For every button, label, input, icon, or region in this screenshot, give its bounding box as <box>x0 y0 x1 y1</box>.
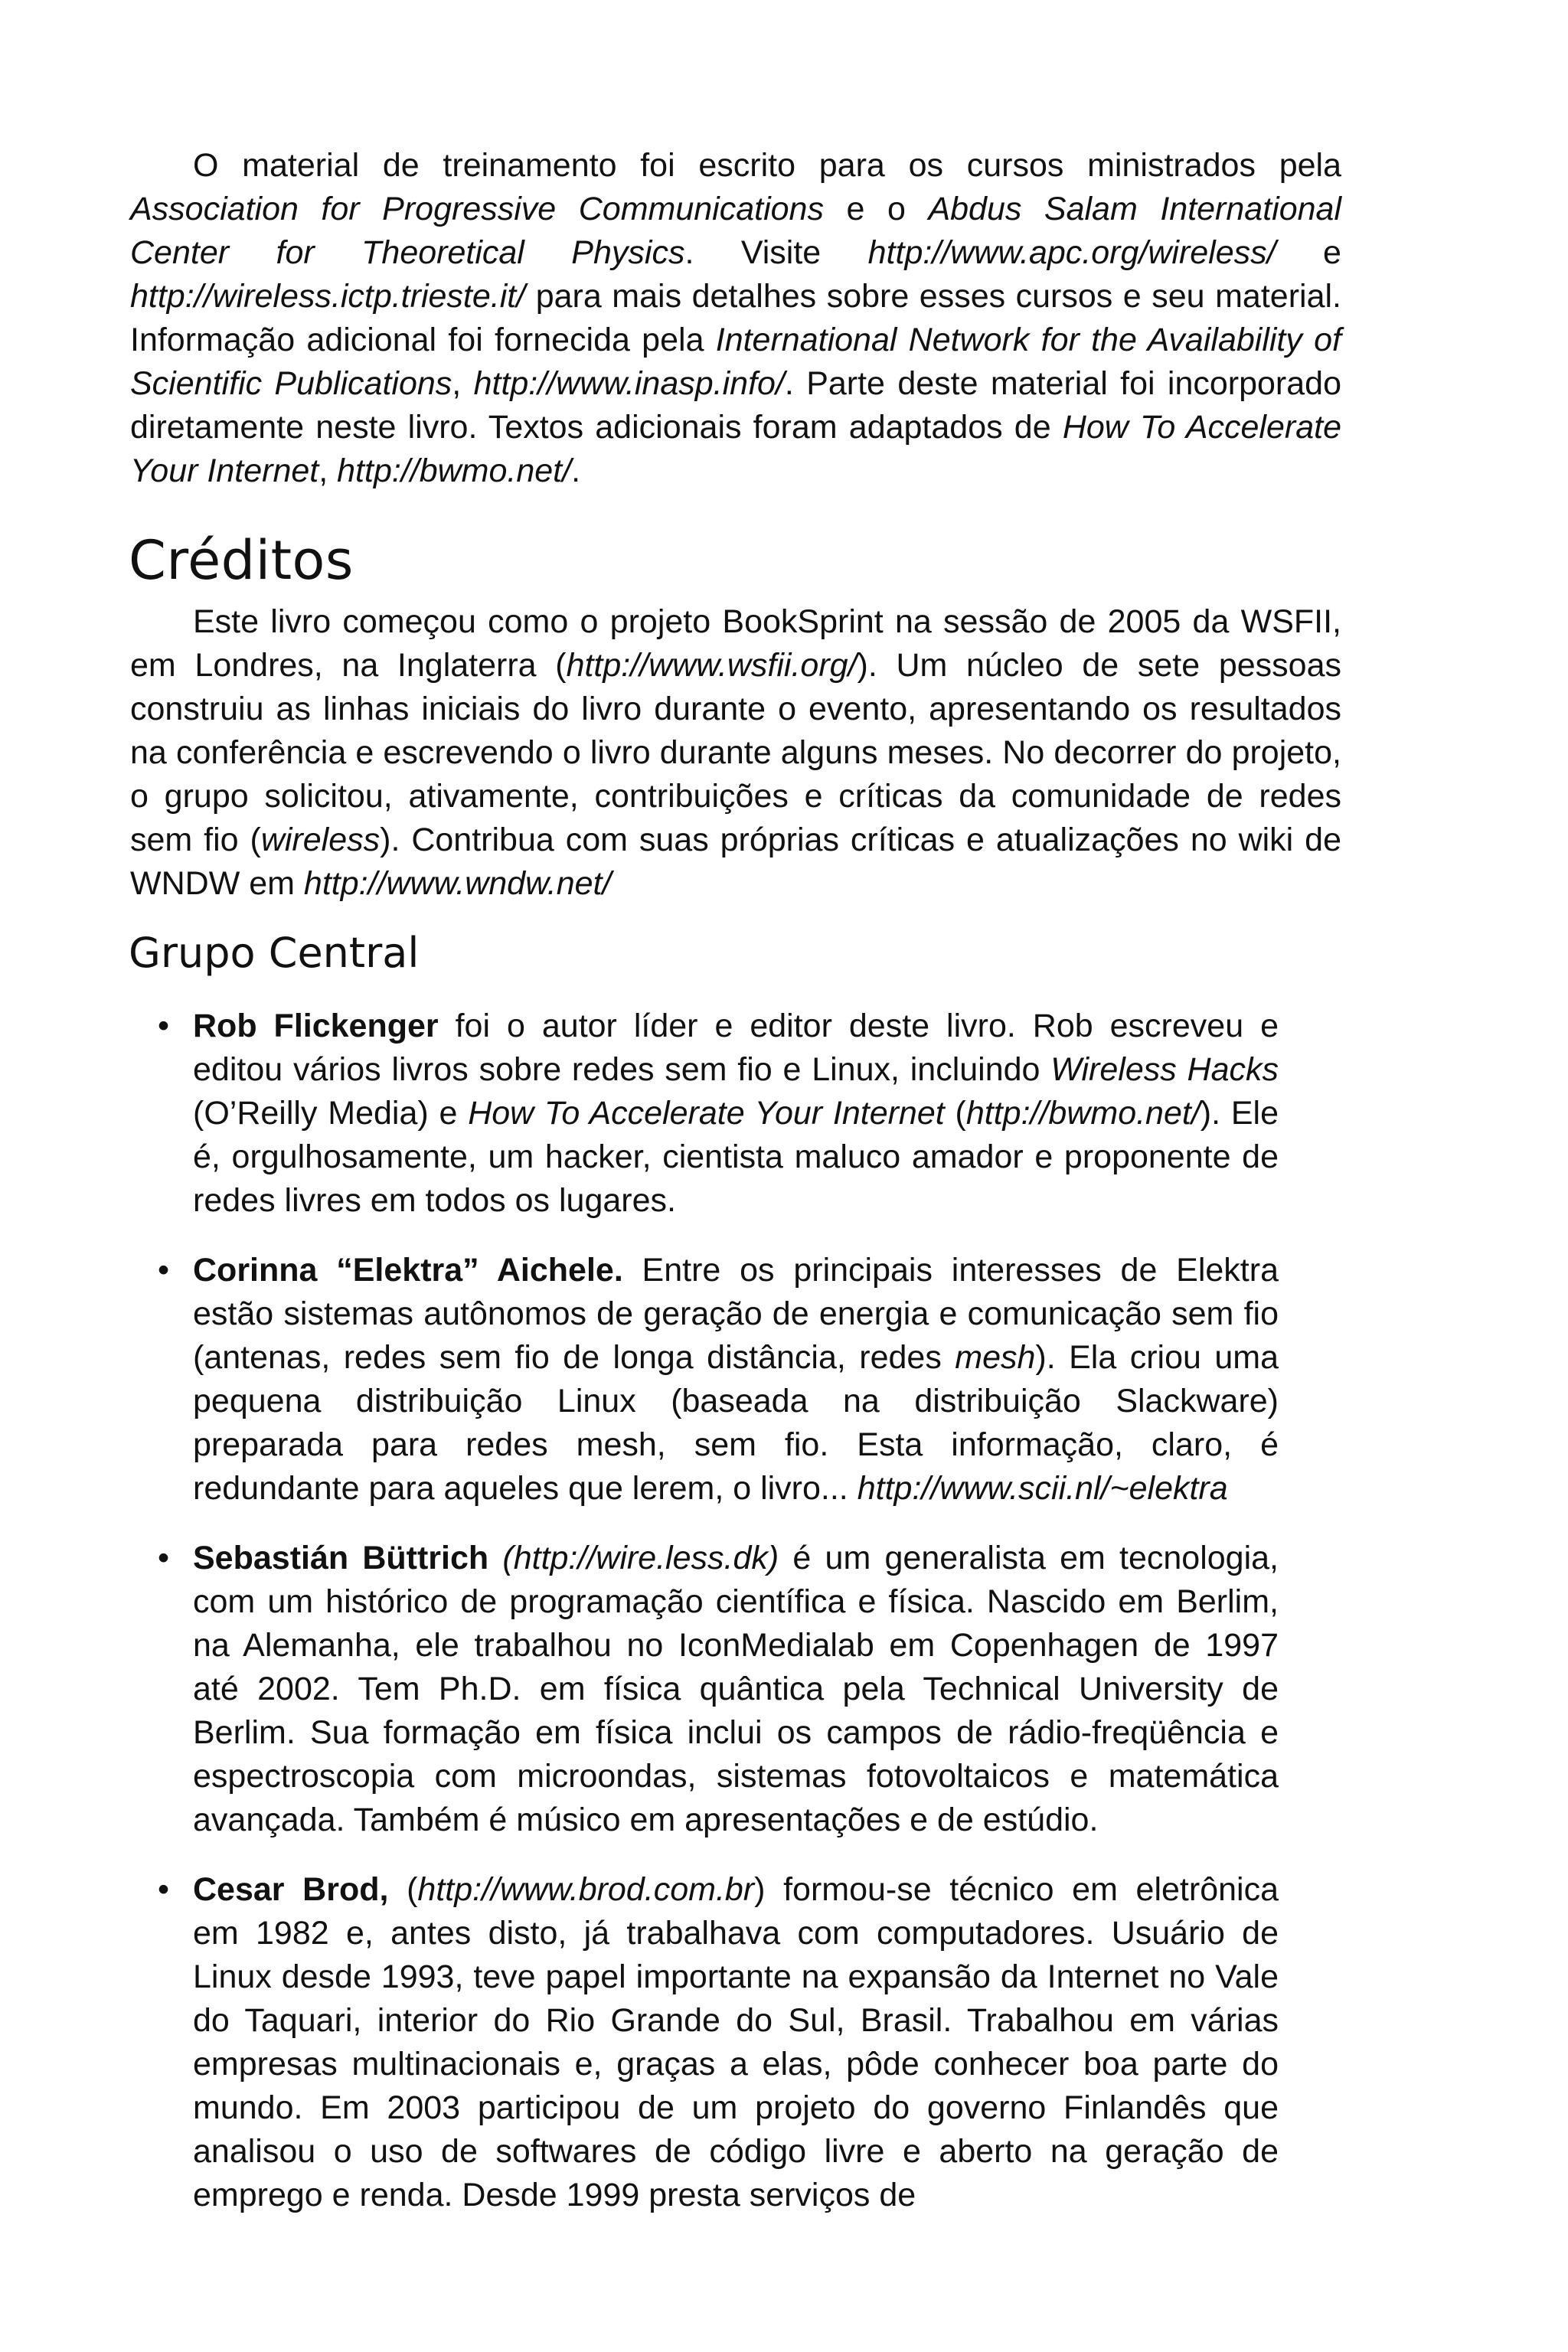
intro-link-bwmo[interactable]: http://bwmo.net/ <box>337 452 572 489</box>
member-text: ( <box>388 1871 418 1908</box>
member-link[interactable]: http://www.brod.com.br <box>417 1871 755 1908</box>
bullet-icon: • <box>158 1540 170 1576</box>
credits-heading: Créditos <box>129 529 354 592</box>
intro-link-inasp[interactable]: http://www.inasp.info/ <box>473 365 785 402</box>
member-name: Corinna “Elektra” Aichele. <box>193 1252 623 1289</box>
intro-text: O material de treinamento foi escrito para os cursos ministrados pela <box>193 147 1341 184</box>
intro-link-ictp[interactable]: http://wireless.ictp.trieste.it/ <box>130 278 526 315</box>
core-group-heading: Grupo Central <box>129 929 420 977</box>
intro-org-inasp: International Network for the Availability of Scientific Publications <box>130 322 1341 402</box>
member-text: foi o autor líder e editor deste livro. Rob escreveu e editou vários livros sobre redes sem fio e Linux, incluindo <box>193 1008 1279 1088</box>
member-name: Sebastián Büttrich <box>193 1540 489 1576</box>
credits-link-wsfii[interactable]: http://www.wsfii.org/ <box>566 647 858 684</box>
intro-text: e o <box>823 191 929 227</box>
intro-org-ictp: Abdus Salam International Center for Theoretical Physics <box>130 191 1341 271</box>
list-item-corinna-aichele <box>0 1249 1568 1511</box>
intro-org-apc: Association for Progressive Communications <box>130 191 824 227</box>
intro-text: e <box>1276 234 1341 271</box>
member-book-title: Wireless Hacks <box>1050 1051 1279 1088</box>
list-item-cesar-brod <box>0 1868 1568 2217</box>
member-text: ) formou-se técnico em eletrônica em 1982 e, antes disto, já trabalhava com computadores. Usuário de Linux desde 1993, teve papel importante na expansão da Internet no Vale do Taquari, interior do Rio Grande do Sul, Brasil. Trabalhou em várias empresas multinacionais e, graças a elas, pôde conhecer boa parte do mundo. Em 2003 participou de um projeto do governo Finlandês que analisou o uso de softwares de código livre e aberto na geração de emprego e renda. Desde 1999 presta serviços de <box>193 1871 1279 2213</box>
member-description <box>193 1868 1279 2217</box>
intro-link-apc[interactable]: http://www.apc.org/wireless/ <box>867 234 1276 271</box>
bullet-icon: • <box>158 1008 170 1044</box>
bullet-icon: • <box>158 1871 170 1908</box>
member-text: (O’Reilly Media) e <box>193 1095 469 1132</box>
bullet-icon: • <box>158 1252 170 1289</box>
intro-paragraph <box>130 144 1341 493</box>
list-item-rob-flickenger <box>0 1004 1568 1223</box>
member-text: ). Ele é, orgulhosamente, um hacker, cientista maluco amador e proponente de redes livres em todos os lugares. <box>193 1095 1279 1219</box>
credits-term-wireless: wireless <box>260 822 381 858</box>
member-text <box>488 1540 502 1576</box>
member-link[interactable]: http://bwmo.net/ <box>965 1095 1200 1132</box>
core-group-list <box>0 1004 1568 2243</box>
credits-link-wndw[interactable]: http://www.wndw.net/ <box>303 865 612 902</box>
intro-text: para mais detalhes sobre esses cursos e seu material. Informação adicional foi fornecida pela <box>130 278 1341 358</box>
member-book-title: How To Accelerate Your Internet <box>468 1095 945 1132</box>
member-link[interactable]: (http://wire.less.dk) <box>502 1540 779 1576</box>
intro-text: . <box>571 452 581 489</box>
member-name: Rob Flickenger <box>193 1008 439 1044</box>
member-description <box>193 1004 1279 1223</box>
member-text: ). Ela criou uma pequena distribuição Linux (baseada na distribuição Slackware) preparada para redes mesh, sem fio. Esta informação, claro, é redundante para aqueles que lerem, o livro... <box>193 1339 1279 1507</box>
intro-book-title: How To Accelerate Your Internet <box>130 409 1341 489</box>
intro-text: . Parte deste material foi incorporado diretamente neste livro. Textos adicionais foram adaptados de <box>130 365 1341 446</box>
member-text: Entre os principais interesses de Elektra estão sistemas autônomos de geração de energia e comunicação sem fio (antenas, redes sem fio de longa distância, redes <box>193 1252 1279 1376</box>
member-name: Cesar Brod, <box>193 1871 389 1908</box>
intro-text: , <box>452 365 474 402</box>
credits-text: ). Um núcleo de sete pessoas construiu as linhas iniciais do livro durante o evento, apresentando os resultados na conferência e escrevendo o livro durante alguns meses. No decorrer do projeto, o grupo solicitou, ativamente, contribuições e críticas da comunidade de redes sem fio ( <box>130 647 1341 858</box>
intro-text: , <box>318 452 338 489</box>
member-text: ( <box>944 1095 966 1132</box>
list-item-sebastian-buttrich <box>0 1537 1568 1842</box>
intro-text: . Visite <box>684 234 868 271</box>
credits-paragraph <box>130 600 1341 906</box>
member-term-mesh: mesh <box>955 1339 1036 1376</box>
member-text: é um generalista em tecnologia, com um histórico de programação científica e física. Nascido em Berlim, na Alemanha, ele trabalhou no IconMedialab em Copenhagen de 1997 até 2002. Tem Ph.D. em física quântica pela Technical University de Berlim. Sua formação em física inclui os campos de rádio-freqüência e espectroscopia com microondas, sistemas fotovoltaicos e matemática avançada. Também é músico em apresentações e de estúdio. <box>193 1540 1279 1838</box>
credits-text: Este livro começou como o projeto BookSprint na sessão de 2005 da WSFII, em Londres, na Inglaterra ( <box>130 603 1341 684</box>
member-link[interactable]: http://www.scii.nl/~elektra <box>857 1470 1228 1507</box>
member-description <box>193 1537 1279 1842</box>
credits-text: ). Contribua com suas próprias críticas e atualizações no wiki de WNDW em <box>130 822 1341 902</box>
member-description <box>193 1249 1279 1511</box>
